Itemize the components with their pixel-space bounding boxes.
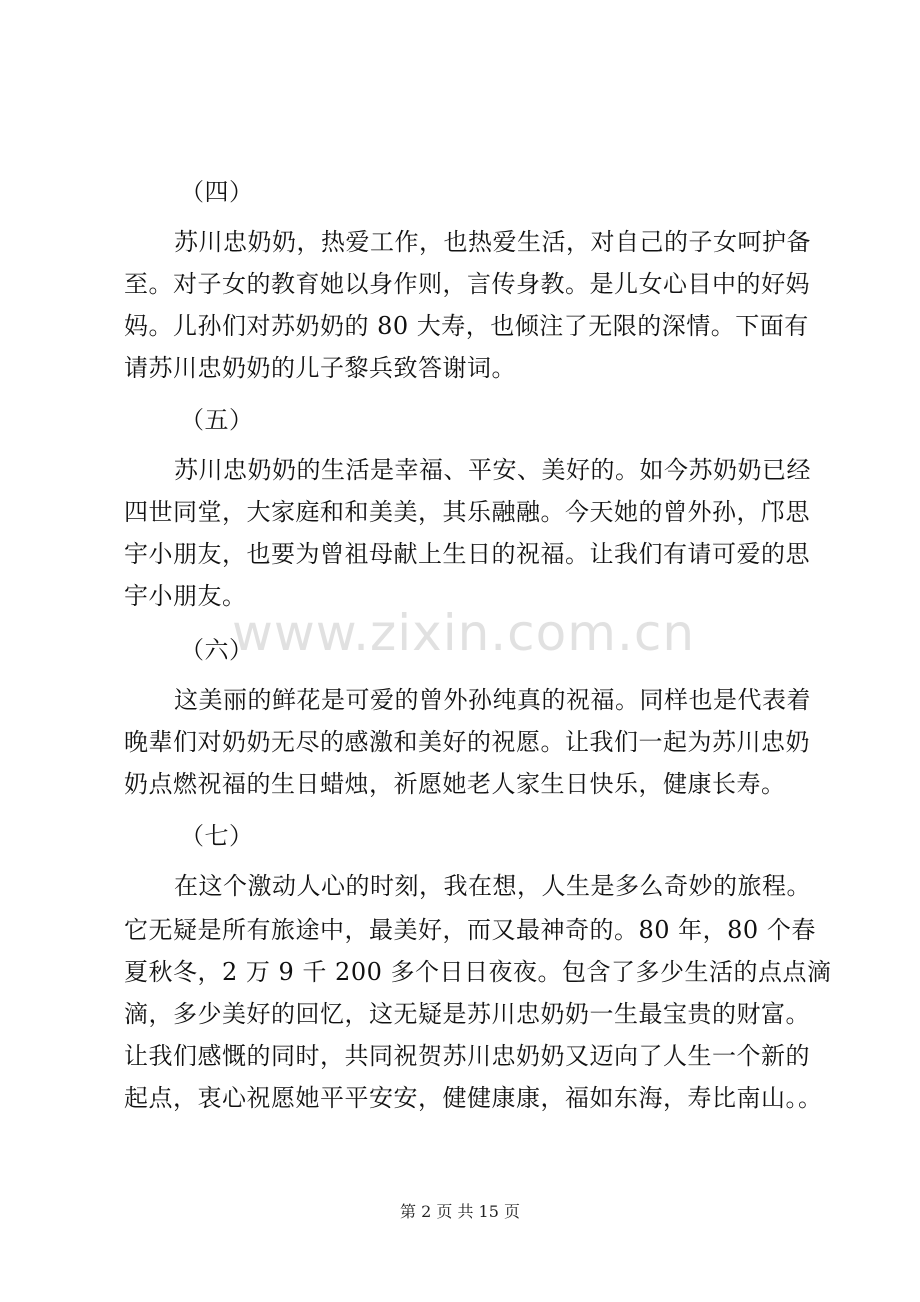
paragraph-line: 苏川忠奶奶的生活是幸福、平安、美好的。如今苏奶奶已经 — [174, 456, 811, 484]
paragraph-line: 夏秋冬，2 万 9 千 200 多个日日夜夜。包含了多少生活的点点滴 — [124, 958, 832, 986]
paragraph-line: 妈。儿孙们对苏奶奶的 80 大寿，也倾注了无限的深情。下面有 — [124, 312, 809, 340]
paragraph-line: 苏川忠奶奶，热爱工作，也热爱生活，对自己的子女呵护备 — [174, 228, 811, 256]
paragraph-line: 滴，多少美好的回忆，这无疑是苏川忠奶奶一生最宝贵的财富。 — [124, 1000, 810, 1028]
section-heading: （七） — [180, 822, 254, 850]
paragraph-line: 奶点燃祝福的生日蜡烛，祈愿她老人家生日快乐，健康长寿。 — [124, 770, 786, 798]
section-heading: （四） — [180, 178, 254, 206]
paragraph-line: 至。对子女的教育她以身作则，言传身教。是儿女心目中的好妈 — [124, 270, 810, 298]
paragraph-line: 宇小朋友，也要为曾祖母献上生日的祝福。让我们有请可爱的思 — [124, 540, 810, 568]
paragraph-line: 起点，衷心祝愿她平平安安，健健康康，福如东海，寿比南山。。 — [124, 1084, 823, 1112]
paragraph-line: 它无疑是所有旅途中，最美好，而又最神奇的。80 年，80 个春 — [124, 916, 816, 944]
page-number-footer: 第 2 页 共 15 页 — [400, 1202, 520, 1221]
paragraph-line: 让我们感慨的同时，共同祝贺苏川忠奶奶又迈向了人生一个新的 — [124, 1042, 810, 1070]
paragraph-line: 四世同堂，大家庭和和美美，其乐融融。今天她的曾外孙，邝思 — [124, 498, 810, 526]
paragraph-line: 这美丽的鲜花是可爱的曾外孙纯真的祝福。同样也是代表着 — [174, 686, 811, 714]
watermark: www.zixin.com.cn — [232, 604, 696, 662]
section-heading: （五） — [180, 406, 254, 434]
paragraph-line: 在这个激动人心的时刻，我在想，人生是多么奇妙的旅程。 — [174, 872, 811, 900]
paragraph-line: 宇小朋友。 — [124, 582, 247, 610]
paragraph-line: 晚辈们对奶奶无尽的感激和美好的祝愿。让我们一起为苏川忠奶 — [124, 728, 810, 756]
paragraph-line: 请苏川忠奶奶的儿子黎兵致答谢词。 — [124, 354, 516, 382]
section-heading: （六） — [180, 636, 254, 664]
